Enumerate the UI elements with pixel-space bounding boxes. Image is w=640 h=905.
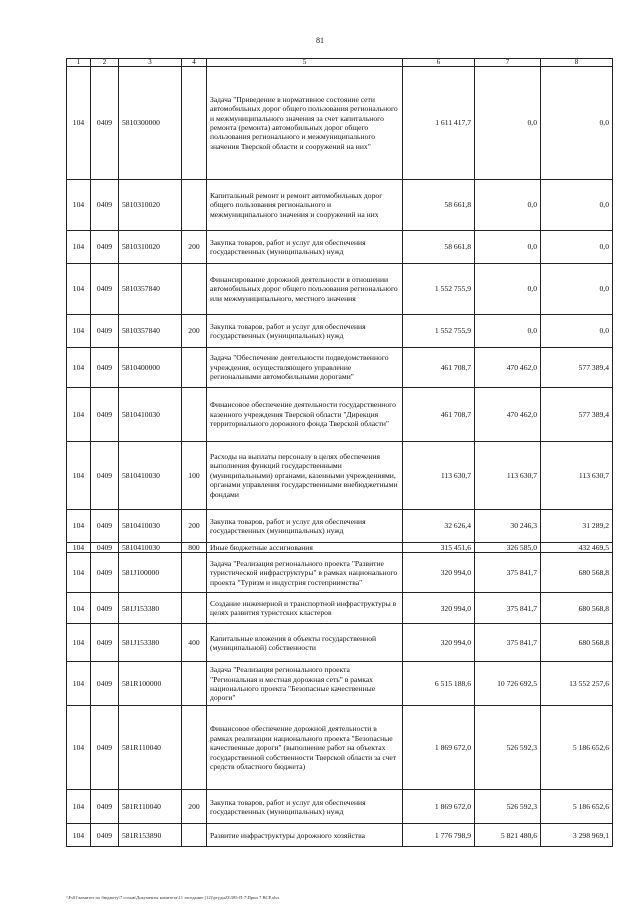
amount-2023-cell: 58 661,8 bbox=[403, 231, 475, 264]
amount-2023-cell: 1 869 672,0 bbox=[403, 790, 475, 824]
rzpr-code-cell: 104 bbox=[67, 624, 91, 662]
description-cell: Задача "Реализация регионального проекта "Развитие туристической инфраструктуры" в рамках национального проекта "Туризм и индустрия гостеприимства" bbox=[207, 553, 403, 593]
table-row bbox=[67, 442, 613, 510]
section-code-cell: 0409 bbox=[91, 790, 119, 824]
section-code-cell: 0409 bbox=[91, 388, 119, 442]
amount-2023-cell: 1 611 417,7 bbox=[403, 67, 475, 180]
target-article-cell: 581R110040 bbox=[119, 790, 182, 824]
target-article-cell: 581R110040 bbox=[119, 706, 182, 790]
section-code-cell: 0409 bbox=[91, 624, 119, 662]
amount-2025-cell: 680 568,8 bbox=[541, 624, 613, 662]
amount-2024-cell: 30 246,3 bbox=[475, 510, 541, 543]
amount-2024-cell: 0,0 bbox=[475, 231, 541, 264]
amount-2025-cell: 13 552 257,6 bbox=[541, 662, 613, 706]
amount-2023-cell: 1 869 672,0 bbox=[403, 706, 475, 790]
description-cell: Создание инженерной и транспортной инфраструктуры в целях развития туристских кластеров bbox=[207, 593, 403, 624]
amount-2023-cell: 1 552 755,9 bbox=[403, 264, 475, 315]
description-cell: Закупка товаров, работ и услуг для обеспечения государственных (муниципальных) нужд bbox=[207, 315, 403, 348]
amount-2023-cell: 6 515 188,6 bbox=[403, 662, 475, 706]
rzpr-code-cell: 104 bbox=[67, 706, 91, 790]
target-article-cell: 5810310020 bbox=[119, 231, 182, 264]
section-code-cell: 0409 bbox=[91, 442, 119, 510]
description-cell: Капитальный ремонт и ремонт автомобильных дорог общего пользования регионального и межмуниципального значения и сооружений на них bbox=[207, 180, 403, 231]
expense-type-cell bbox=[182, 388, 207, 442]
expense-type-cell bbox=[182, 593, 207, 624]
amount-2023-cell: 320 994,0 bbox=[403, 593, 475, 624]
header-col-1: 1 bbox=[67, 59, 91, 67]
amount-2024-cell: 470 462,0 bbox=[475, 348, 541, 388]
amount-2025-cell: 0,0 bbox=[541, 264, 613, 315]
header-col-4: 4 bbox=[182, 59, 207, 67]
amount-2025-cell: 3 298 969,1 bbox=[541, 824, 613, 847]
amount-2023-cell: 461 708,7 bbox=[403, 348, 475, 388]
amount-2023-cell: 320 994,0 bbox=[403, 553, 475, 593]
description-cell: Капитальные вложения в объекты государственной (муниципальной) собственности bbox=[207, 624, 403, 662]
amount-2025-cell: 31 289,2 bbox=[541, 510, 613, 543]
rzpr-code-cell: 104 bbox=[67, 553, 91, 593]
section-code-cell: 0409 bbox=[91, 593, 119, 624]
section-code-cell: 0409 bbox=[91, 348, 119, 388]
description-cell: Финансовое обеспечение дорожной деятельности в рамках реализации национального проекта "Безопасные качественные дороги" (выполнение работ на объектах государственной собственности Тверской области за счет средств областного бюджета) bbox=[207, 706, 403, 790]
table-row bbox=[67, 543, 613, 553]
rzpr-code-cell: 104 bbox=[67, 662, 91, 706]
section-code-cell: 0409 bbox=[91, 67, 119, 180]
amount-2025-cell: 0,0 bbox=[541, 315, 613, 348]
target-article-cell: 5810410030 bbox=[119, 388, 182, 442]
header-col-3: 3 bbox=[119, 59, 182, 67]
description-cell: Развитие инфраструктуры дорожного хозяйства bbox=[207, 824, 403, 847]
expense-type-cell: 200 bbox=[182, 315, 207, 348]
target-article-cell: 5810410030 bbox=[119, 510, 182, 543]
expense-type-cell bbox=[182, 553, 207, 593]
amount-2023-cell: 1 776 798,9 bbox=[403, 824, 475, 847]
amount-2024-cell: 526 592,3 bbox=[475, 706, 541, 790]
rzpr-code-cell: 104 bbox=[67, 388, 91, 442]
table-row bbox=[67, 662, 613, 706]
description-cell: Иные бюджетные ассигнования bbox=[207, 543, 403, 553]
header-col-8: 8 bbox=[541, 59, 613, 67]
amount-2024-cell: 470 462,0 bbox=[475, 388, 541, 442]
header-col-2: 2 bbox=[91, 59, 119, 67]
section-code-cell: 0409 bbox=[91, 662, 119, 706]
header-col-6: 6 bbox=[403, 59, 475, 67]
amount-2024-cell: 526 592,3 bbox=[475, 790, 541, 824]
table-row bbox=[67, 824, 613, 847]
description-cell: Закупка товаров, работ и услуг для обеспечения государственных (муниципальных) нужд bbox=[207, 790, 403, 824]
amount-2024-cell: 113 630,7 bbox=[475, 442, 541, 510]
description-cell: Финансовое обеспечение деятельности государственного казенного учреждения Тверской области "Дирекция территориального дорожного фонда Тверской области" bbox=[207, 388, 403, 442]
table-row bbox=[67, 180, 613, 231]
expense-type-cell bbox=[182, 264, 207, 315]
expense-type-cell bbox=[182, 706, 207, 790]
amount-2025-cell: 577 389,4 bbox=[541, 348, 613, 388]
amount-2024-cell: 375 841,7 bbox=[475, 624, 541, 662]
table-row bbox=[67, 264, 613, 315]
expense-type-cell: 400 bbox=[182, 624, 207, 662]
rzpr-code-cell: 104 bbox=[67, 264, 91, 315]
table-row bbox=[67, 348, 613, 388]
amount-2023-cell: 1 552 755,9 bbox=[403, 315, 475, 348]
table-row bbox=[67, 624, 613, 662]
table-row bbox=[67, 231, 613, 264]
table-row bbox=[67, 67, 613, 180]
amount-2025-cell: 577 389,4 bbox=[541, 388, 613, 442]
description-cell: Задача "Обеспечение деятельности подведомственного учреждения, осуществляющего управление региональными автомобильными дорогами" bbox=[207, 348, 403, 388]
table-row bbox=[67, 510, 613, 543]
table-row bbox=[67, 388, 613, 442]
amount-2024-cell: 375 841,7 bbox=[475, 553, 541, 593]
target-article-cell: 581J153380 bbox=[119, 593, 182, 624]
table-row bbox=[67, 790, 613, 824]
amount-2023-cell: 315 451,6 bbox=[403, 543, 475, 553]
section-code-cell: 0409 bbox=[91, 706, 119, 790]
rzpr-code-cell: 104 bbox=[67, 543, 91, 553]
target-article-cell: 581R153890 bbox=[119, 824, 182, 847]
rzpr-code-cell: 104 bbox=[67, 790, 91, 824]
amount-2023-cell: 113 630,7 bbox=[403, 442, 475, 510]
amount-2024-cell: 5 821 480,6 bbox=[475, 824, 541, 847]
description-cell: Задача "Приведение в нормативное состояние сети автомобильных дорог общего пользования регионального и межмуниципального значения за счет капитального ремонта (ремонта) автомобильных дорог общего пользования регионального и межмуниципального значения Тверской области и сооружений на них" bbox=[207, 67, 403, 180]
header-col-5: 5 bbox=[207, 59, 403, 67]
rzpr-code-cell: 104 bbox=[67, 348, 91, 388]
expense-type-cell: 200 bbox=[182, 510, 207, 543]
amount-2025-cell: 432 469,5 bbox=[541, 543, 613, 553]
table-row bbox=[67, 593, 613, 624]
target-article-cell: 5810310020 bbox=[119, 180, 182, 231]
description-cell: Задача "Реализация регионального проекта "Региональная и местная дорожная сеть" в рамках национального проекта "Безопасные качественные дороги" bbox=[207, 662, 403, 706]
amount-2024-cell: 10 726 692,5 bbox=[475, 662, 541, 706]
target-article-cell: 581J153380 bbox=[119, 624, 182, 662]
section-code-cell: 0409 bbox=[91, 231, 119, 264]
amount-2025-cell: 113 630,7 bbox=[541, 442, 613, 510]
rzpr-code-cell: 104 bbox=[67, 180, 91, 231]
amount-2024-cell: 0,0 bbox=[475, 180, 541, 231]
description-cell: Закупка товаров, работ и услуг для обеспечения государственных (муниципальных) нужд bbox=[207, 510, 403, 543]
target-article-cell: 5810400000 bbox=[119, 348, 182, 388]
budget-table bbox=[66, 58, 613, 847]
amount-2025-cell: 5 186 652,6 bbox=[541, 706, 613, 790]
amount-2024-cell: 375 841,7 bbox=[475, 593, 541, 624]
expense-type-cell: 200 bbox=[182, 790, 207, 824]
section-code-cell: 0409 bbox=[91, 510, 119, 543]
rzpr-code-cell: 104 bbox=[67, 593, 91, 624]
section-code-cell: 0409 bbox=[91, 264, 119, 315]
description-cell: Расходы на выплаты персоналу в целях обеспечения выполнения функций государственными (муниципальными) органами, казенными учреждениями, органами управления государственными внебюджетными фондами bbox=[207, 442, 403, 510]
table-row bbox=[67, 553, 613, 593]
expense-type-cell bbox=[182, 662, 207, 706]
target-article-cell: 5810357840 bbox=[119, 315, 182, 348]
rzpr-code-cell: 104 bbox=[67, 510, 91, 543]
rzpr-code-cell: 104 bbox=[67, 67, 91, 180]
section-code-cell: 0409 bbox=[91, 824, 119, 847]
target-article-cell: 5810357840 bbox=[119, 264, 182, 315]
table-row bbox=[67, 706, 613, 790]
section-code-cell: 0409 bbox=[91, 180, 119, 231]
rzpr-code-cell: 104 bbox=[67, 315, 91, 348]
target-article-cell: 581J100000 bbox=[119, 553, 182, 593]
page-number: 81 bbox=[316, 36, 324, 45]
expense-type-cell: 800 bbox=[182, 543, 207, 553]
expense-type-cell bbox=[182, 180, 207, 231]
amount-2024-cell: 0,0 bbox=[475, 67, 541, 180]
amount-2024-cell: 326 585,0 bbox=[475, 543, 541, 553]
amount-2025-cell: 5 186 652,6 bbox=[541, 790, 613, 824]
rzpr-code-cell: 104 bbox=[67, 442, 91, 510]
table-header-row bbox=[67, 59, 613, 67]
rzpr-code-cell: 104 bbox=[67, 824, 91, 847]
rzpr-code-cell: 104 bbox=[67, 231, 91, 264]
target-article-cell: 5810410030 bbox=[119, 543, 182, 553]
amount-2025-cell: 0,0 bbox=[541, 180, 613, 231]
file-path-footer: \\Fs01\комитет по бюджету\7 созыв\Документы комитета\11 заседание (12)\ргүдн23\385-П-7\Прил 7 ВСР.xlsx bbox=[66, 895, 280, 900]
amount-2024-cell: 0,0 bbox=[475, 264, 541, 315]
section-code-cell: 0409 bbox=[91, 543, 119, 553]
description-cell: Закупка товаров, работ и услуг для обеспечения государственных (муниципальных) нужд bbox=[207, 231, 403, 264]
amount-2023-cell: 320 994,0 bbox=[403, 624, 475, 662]
target-article-cell: 5810410030 bbox=[119, 442, 182, 510]
description-cell: Финансирование дорожной деятельности в отношении автомобильных дорог общего пользования регионального или межмуниципального, местного значения bbox=[207, 264, 403, 315]
section-code-cell: 0409 bbox=[91, 315, 119, 348]
table-row bbox=[67, 315, 613, 348]
expense-type-cell: 200 bbox=[182, 231, 207, 264]
target-article-cell: 5810300000 bbox=[119, 67, 182, 180]
amount-2023-cell: 461 708,7 bbox=[403, 388, 475, 442]
expense-type-cell bbox=[182, 348, 207, 388]
amount-2025-cell: 680 568,8 bbox=[541, 593, 613, 624]
section-code-cell: 0409 bbox=[91, 553, 119, 593]
target-article-cell: 581R100000 bbox=[119, 662, 182, 706]
expense-type-cell bbox=[182, 824, 207, 847]
amount-2025-cell: 0,0 bbox=[541, 67, 613, 180]
header-col-7: 7 bbox=[475, 59, 541, 67]
amount-2023-cell: 58 661,8 bbox=[403, 180, 475, 231]
amount-2023-cell: 32 626,4 bbox=[403, 510, 475, 543]
amount-2025-cell: 0,0 bbox=[541, 231, 613, 264]
expense-type-cell bbox=[182, 67, 207, 180]
amount-2025-cell: 680 568,8 bbox=[541, 553, 613, 593]
amount-2024-cell: 0,0 bbox=[475, 315, 541, 348]
expense-type-cell: 100 bbox=[182, 442, 207, 510]
